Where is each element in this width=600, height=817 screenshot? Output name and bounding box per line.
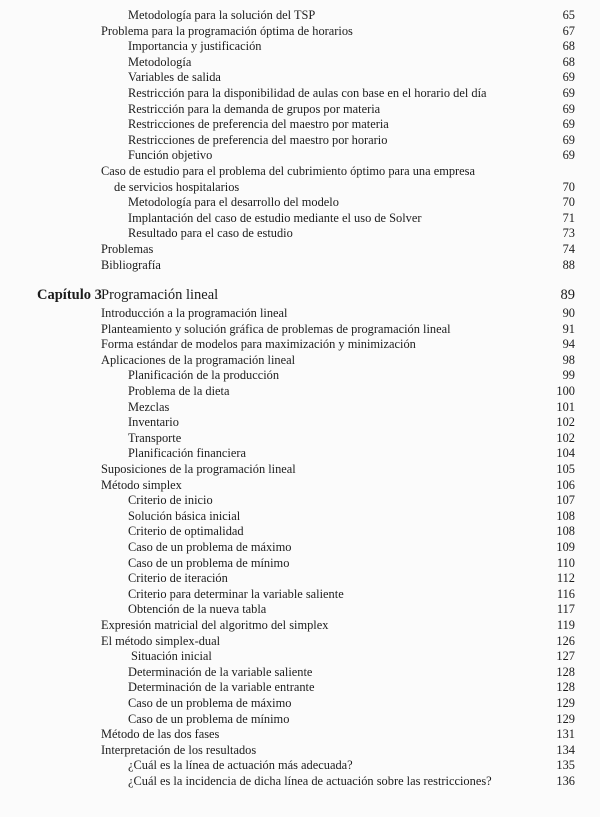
toc-entry-title: Función objetivo	[128, 148, 213, 163]
toc-entry-page: 135	[556, 758, 575, 773]
toc-entry[interactable]	[0, 384, 600, 400]
toc-entry-title: de servicios hospitalarios	[114, 179, 240, 194]
toc-entry-title: Criterio de optimalidad	[128, 524, 244, 539]
toc-entry-page: 129	[556, 695, 575, 710]
toc-entry[interactable]	[0, 353, 600, 369]
chapter-label: Capítulo 3	[37, 287, 102, 304]
previous-chapter-entries	[0, 8, 600, 273]
toc-entry[interactable]	[0, 55, 600, 71]
toc-entry-page: 71	[562, 210, 575, 225]
toc-entry-page: 117	[556, 602, 575, 617]
chapter-page: 89	[560, 287, 575, 304]
toc-entry[interactable]	[0, 446, 600, 462]
toc-entry-page: 74	[562, 241, 575, 256]
toc-entry-page: 105	[556, 462, 575, 477]
toc-entry[interactable]	[0, 618, 600, 634]
toc-entry-title: Bibliografía	[101, 257, 161, 272]
toc-entry-page: 69	[562, 148, 575, 163]
toc-entry-page: 128	[556, 680, 575, 695]
toc-entry-page: 98	[562, 352, 575, 367]
toc-entry[interactable]	[0, 148, 600, 164]
toc-entry[interactable]	[0, 258, 600, 274]
toc-entry[interactable]	[0, 117, 600, 133]
table-of-contents	[0, 8, 600, 790]
toc-entry-title: Restricciones de preferencia del maestro por materia	[128, 117, 389, 132]
chapter-heading	[0, 284, 600, 306]
toc-entry-page: 69	[562, 85, 575, 100]
toc-entry-page: 91	[562, 321, 575, 336]
toc-entry[interactable]	[0, 164, 600, 180]
toc-entry-page: 68	[562, 39, 575, 54]
toc-entry-title: Mezclas	[128, 399, 170, 414]
toc-entry-title: Solución básica inicial	[128, 508, 241, 523]
toc-entry-page: 107	[556, 493, 575, 508]
toc-entry[interactable]	[0, 8, 600, 24]
toc-entry[interactable]	[0, 431, 600, 447]
toc-entry-title: Método de las dos fases	[101, 727, 220, 742]
toc-entry-title: Método simplex	[101, 477, 182, 492]
toc-entry-page: 136	[556, 773, 575, 788]
toc-entry-page: 112	[556, 571, 575, 586]
toc-entry[interactable]	[0, 322, 600, 338]
toc-entry-title: Importancia y justificación	[128, 39, 262, 54]
toc-entry-page: 73	[562, 226, 575, 241]
toc-entry[interactable]	[0, 727, 600, 743]
toc-entry-page: 65	[562, 8, 575, 22]
toc-entry-title: Planificación de la producción	[128, 368, 280, 383]
toc-entry[interactable]	[0, 634, 600, 650]
toc-entry-page: 126	[556, 633, 575, 648]
toc-entry-title: Caso de un problema de máximo	[128, 695, 292, 710]
toc-entry-page: 131	[556, 727, 575, 742]
toc-entry[interactable]	[0, 86, 600, 102]
toc-entry[interactable]	[0, 556, 600, 572]
toc-entry-page: 69	[562, 101, 575, 116]
toc-entry-page: 129	[556, 711, 575, 726]
toc-entry[interactable]	[0, 712, 600, 728]
toc-entry-title: Caso de un problema de mínimo	[128, 711, 290, 726]
toc-entry-title: Expresión matricial del algoritmo del simplex	[101, 617, 329, 632]
toc-entry-page: 69	[562, 117, 575, 132]
toc-entry[interactable]	[0, 337, 600, 353]
toc-entry-title: ¿Cuál es la incidencia de dicha línea de actuación sobre las restricciones?	[128, 773, 492, 788]
toc-entry-title: Restricción para la disponibilidad de aulas con base en el horario del día	[128, 85, 487, 100]
toc-entry[interactable]	[0, 180, 600, 196]
toc-entry[interactable]	[0, 415, 600, 431]
toc-entry-page: 127	[556, 649, 575, 664]
toc-entry-page: 106	[556, 477, 575, 492]
toc-entry[interactable]	[0, 242, 600, 258]
toc-entry-title: Problemas	[101, 241, 154, 256]
toc-entry-page: 109	[556, 540, 575, 554]
toc-entry-title: Determinación de la variable entrante	[128, 680, 315, 695]
toc-entry-title: Caso de un problema de mínimo	[128, 555, 290, 570]
toc-entry-page: 94	[562, 337, 575, 352]
toc-entry-title: Obtención de la nueva tabla	[128, 602, 267, 617]
toc-entry-title: Problema de la dieta	[128, 384, 230, 399]
toc-entry[interactable]	[0, 39, 600, 55]
toc-entry-page: 108	[556, 524, 575, 539]
toc-entry-page: 69	[562, 70, 575, 85]
toc-entry[interactable]	[0, 540, 600, 556]
toc-entry[interactable]	[0, 587, 600, 603]
toc-entry-page: 104	[556, 446, 575, 461]
toc-entry-title: Metodología para la solución del TSP	[128, 8, 316, 22]
toc-entry-page: 90	[562, 306, 575, 321]
toc-entry[interactable]	[0, 211, 600, 227]
chapter-title: Programación lineal	[101, 287, 219, 304]
toc-entry-title: Inventario	[128, 415, 179, 430]
toc-entry-title: Problema para la programación óptima de horarios	[101, 23, 353, 38]
toc-entry[interactable]	[0, 368, 600, 384]
toc-entry-title: Determinación de la variable saliente	[128, 664, 313, 679]
toc-entry-title: Restricciones de preferencia del maestro por horario	[128, 132, 388, 147]
toc-entry[interactable]	[0, 478, 600, 494]
toc-entry-page: 101	[556, 399, 575, 414]
toc-entry[interactable]	[0, 462, 600, 478]
toc-entry[interactable]	[0, 571, 600, 587]
toc-entry-page: 70	[562, 195, 575, 210]
toc-entry[interactable]	[0, 665, 600, 681]
toc-entry-title: Interpretación de los resultados	[101, 742, 257, 757]
toc-entry-title: Forma estándar de modelos para maximización y minimización	[101, 337, 416, 352]
toc-entry-page: 102	[556, 415, 575, 430]
toc-entry-title: Planteamiento y solución gráfica de problemas de programación lineal	[101, 321, 451, 336]
toc-entry-title: El método simplex-dual	[101, 633, 221, 648]
toc-entry-title: Caso de estudio para el problema del cubrimiento óptimo para una empresa	[101, 163, 476, 178]
toc-entry-page: 134	[556, 742, 575, 757]
toc-entry-title: Introducción a la programación lineal	[101, 306, 288, 321]
toc-entry[interactable]	[0, 524, 600, 540]
toc-entry[interactable]	[0, 743, 600, 759]
toc-entry-title: Planificación financiera	[128, 446, 246, 461]
toc-entry-page: 69	[562, 132, 575, 147]
toc-entry[interactable]	[0, 102, 600, 118]
toc-entry-title: Criterio de inicio	[128, 493, 213, 508]
toc-entry-page: 99	[562, 368, 575, 383]
toc-entry[interactable]	[0, 493, 600, 509]
toc-entry-title: Metodología	[128, 54, 192, 69]
toc-entry-title: Restricción para la demanda de grupos por materia	[128, 101, 381, 116]
toc-entry[interactable]	[0, 195, 600, 211]
toc-entry-title: Criterio de iteración	[128, 571, 228, 586]
chapter-entries	[0, 306, 600, 789]
toc-entry-page: 116	[556, 586, 575, 601]
toc-entry-title: Transporte	[128, 430, 182, 445]
toc-entry-page: 102	[556, 430, 575, 445]
toc-entry-title: Criterio para determinar la variable saliente	[128, 586, 344, 601]
toc-entry[interactable]	[0, 602, 600, 618]
toc-entry[interactable]	[0, 680, 600, 696]
toc-entry[interactable]	[0, 509, 600, 525]
toc-entry[interactable]	[0, 774, 600, 790]
toc-entry[interactable]	[0, 400, 600, 416]
toc-entry-page: 67	[562, 23, 575, 38]
toc-entry-page: 108	[556, 508, 575, 523]
toc-entry-title: Metodología para el desarrollo del modelo	[128, 195, 339, 210]
toc-entry-page: 88	[562, 257, 575, 272]
toc-entry-title: Suposiciones de la programación lineal	[101, 462, 296, 477]
toc-entry[interactable]	[0, 70, 600, 86]
toc-entry-title: Caso de un problema de máximo	[128, 540, 292, 554]
toc-entry-title: Implantación del caso de estudio mediante el uso de Solver	[128, 210, 422, 225]
toc-entry[interactable]	[0, 696, 600, 712]
toc-entry[interactable]	[0, 24, 600, 40]
toc-entry[interactable]	[0, 226, 600, 242]
toc-entry-title: Resultado para el caso de estudio	[128, 226, 293, 241]
toc-entry[interactable]	[0, 133, 600, 149]
toc-entry-page: 110	[556, 555, 575, 570]
toc-entry[interactable]	[0, 758, 600, 774]
toc-entry-page: 100	[556, 384, 575, 399]
toc-entry[interactable]	[0, 306, 600, 322]
toc-entry-title: Variables de salida	[128, 70, 221, 85]
toc-entry[interactable]	[0, 649, 600, 665]
toc-entry-title: ¿Cuál es la línea de actuación más adecuada?	[128, 758, 353, 773]
toc-entry-page: 119	[556, 617, 575, 632]
toc-entry-page: 128	[556, 664, 575, 679]
toc-entry-page: 70	[562, 179, 575, 194]
toc-entry-page: 68	[562, 54, 575, 69]
toc-entry-title: Aplicaciones de la programación lineal	[101, 352, 296, 367]
toc-entry-title: Situación inicial	[131, 649, 212, 664]
